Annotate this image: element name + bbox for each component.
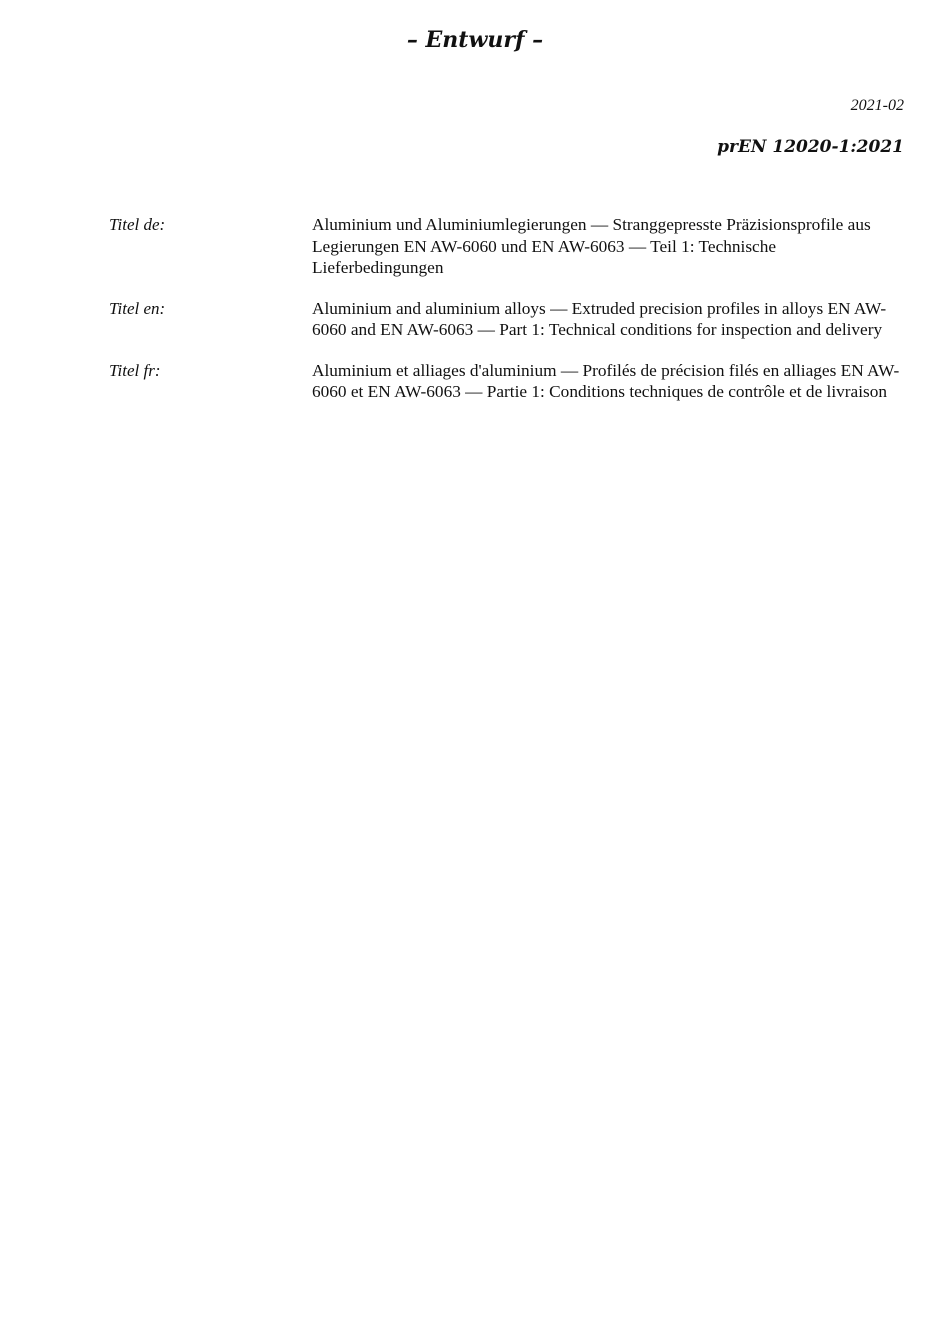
title-label-fr: Titel fr: (109, 360, 161, 380)
title-row-en (109, 298, 907, 341)
title-text-en: Aluminium and aluminium alloys — Extruded precision profiles in alloys EN AW-6060 and EN AW-6063 — Part 1: Technical conditions for inspection and delivery (312, 298, 887, 339)
title-label-de: Titel de: (109, 215, 166, 234)
document-number: prEN 12020-1:2021 (717, 137, 904, 157)
document-date: 2021-02 (850, 97, 904, 114)
title-list (109, 214, 907, 422)
title-row-de (109, 214, 907, 279)
title-label-en: Titel en: (109, 298, 166, 318)
title-text-fr: Aluminium et alliages d'aluminium — Profilés de précision filés en alliages EN AW-6060 et EN AW-6063 — Partie 1: Conditions techniques de contrôle et de livraison (312, 360, 900, 401)
title-text-de: Aluminium und Aluminiumlegierungen — Stranggepresste Präzisionsprofile aus Legierungen EN AW-6060 und EN AW-6063 — Teil 1: Technische Lieferbedingungen (312, 215, 871, 277)
title-row-fr (109, 360, 907, 403)
draft-heading: – Entwurf – (406, 27, 544, 53)
